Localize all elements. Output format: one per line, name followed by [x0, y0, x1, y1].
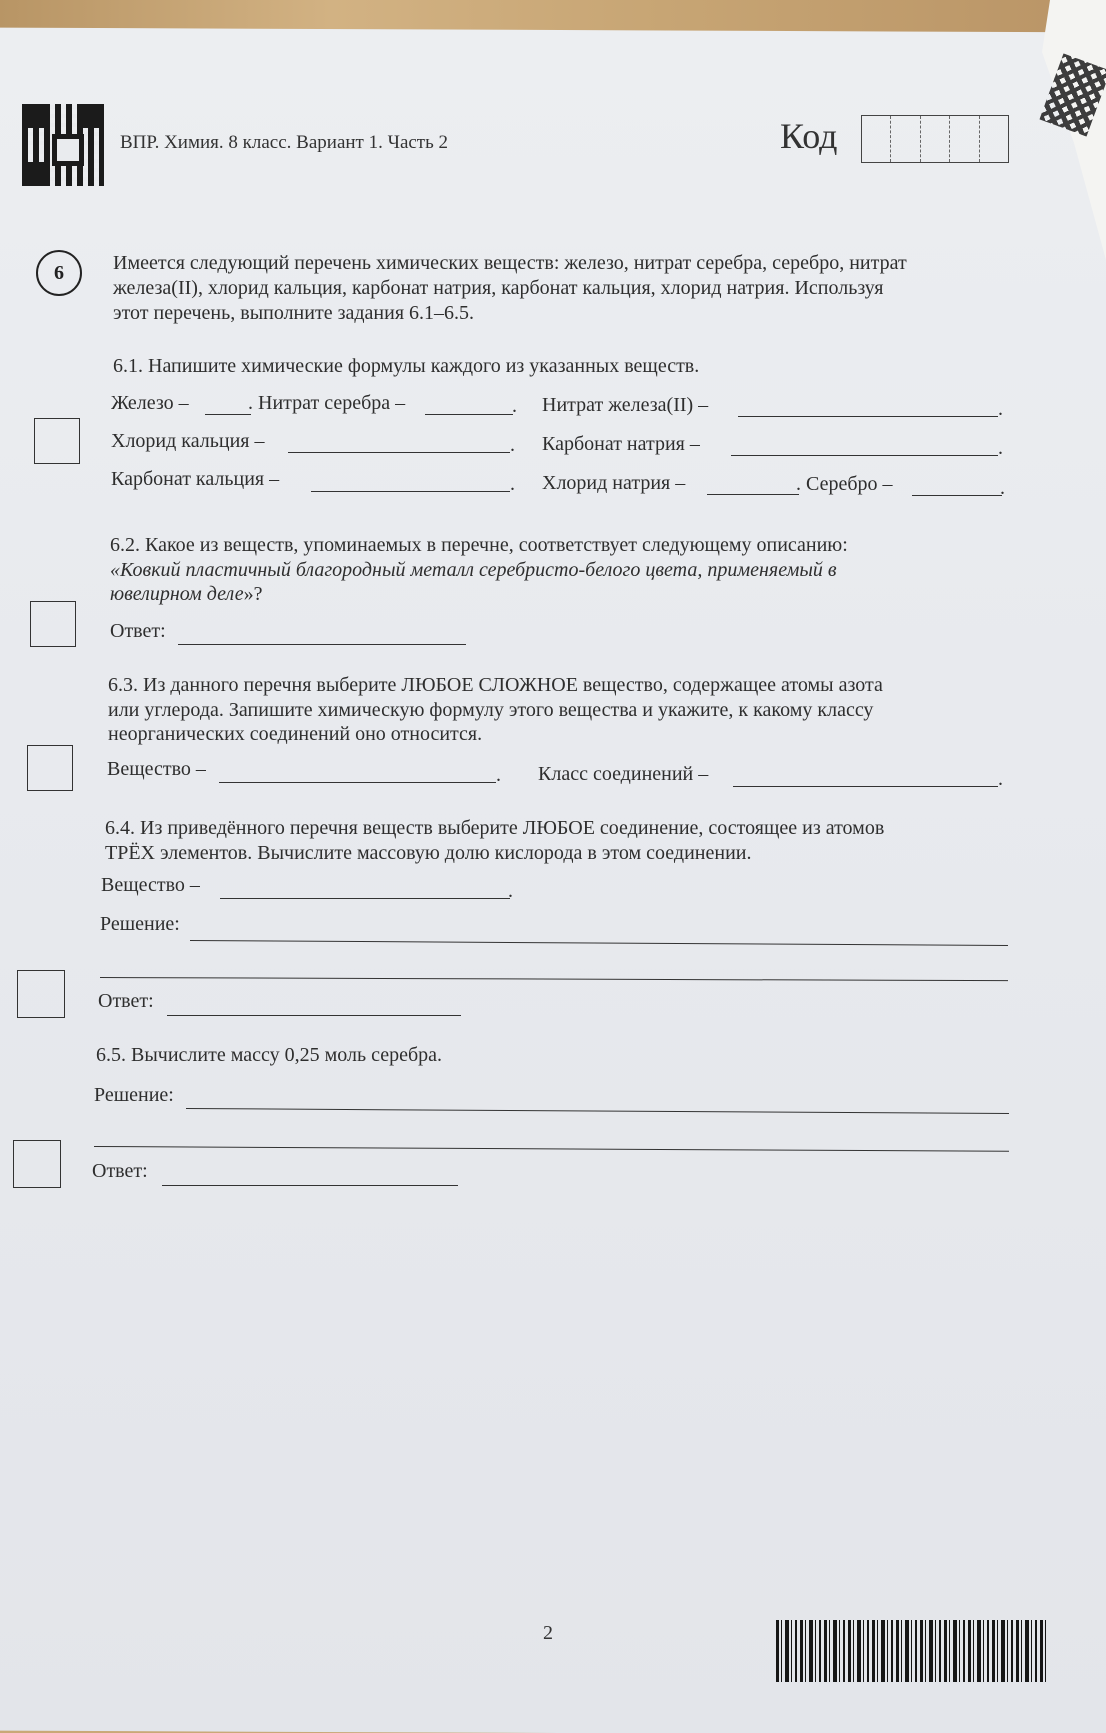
code-label: Код — [780, 116, 838, 156]
q61-iron-nitrate-blank[interactable] — [738, 416, 998, 417]
q61-calcium-carbonate-label: Карбонат кальция – — [111, 468, 280, 490]
q65-line-1: 6.5. Вычислите массу 0,25 моль серебра. — [96, 1044, 443, 1066]
code-cell[interactable] — [891, 116, 920, 162]
task-number-badge: 6 — [36, 250, 82, 296]
q62-line-2: «Ковкий пластичный благородный металл серебристо-белого цвета, применяемый в — [110, 559, 837, 581]
q64-answer-label: Ответ: — [98, 990, 154, 1012]
qr-code-icon — [22, 104, 104, 186]
score-box[interactable] — [34, 418, 80, 464]
q65-answer-blank[interactable] — [162, 1185, 458, 1186]
q63-substance-blank[interactable] — [219, 782, 496, 783]
q62-line-3-tail: »? — [243, 583, 263, 605]
q61-iron-label: Железо – — [111, 392, 189, 414]
q61-calcium-carbonate-blank[interactable] — [311, 491, 510, 492]
q61-iron-nitrate-label: Нитрат железа(II) – — [542, 394, 709, 416]
q63-line-3: неорганических соединений оно относится. — [108, 723, 483, 745]
task-intro-line-1: Имеется следующий перечень химических веществ: железо, нитрат серебра, серебро, нитрат — [113, 252, 907, 274]
q61-prompt: 6.1. Напишите химические формулы каждого из указанных веществ. — [113, 355, 700, 377]
code-input-box[interactable] — [861, 115, 1009, 163]
q61-sodium-carbonate-blank[interactable] — [731, 455, 998, 456]
q63-class-label: Класс соединений – — [538, 763, 709, 785]
barcode-icon — [776, 1620, 1048, 1682]
score-box[interactable] — [17, 970, 65, 1018]
q62-line-3 — [110, 583, 263, 606]
q65-answer-label: Ответ: — [92, 1160, 148, 1182]
q61-sodium-chloride-blank[interactable] — [707, 494, 799, 495]
q64-line-2: ТРЁХ элементов. Вычислите массовую долю кислорода в этом соединении. — [105, 842, 752, 864]
task-intro-line-2: железа(II), хлорид кальция, карбонат натрия, карбонат кальция, хлорид натрия. Используя — [113, 277, 884, 299]
q61-dot: . — [998, 398, 1003, 420]
score-box[interactable] — [30, 601, 76, 647]
q61-silver-blank[interactable] — [912, 495, 1002, 496]
q61-dot: . — [512, 395, 517, 417]
q61-calcium-chloride-label: Хлорид кальция – — [111, 430, 265, 452]
q61-silver-nitrate-label: . Нитрат серебра – — [248, 392, 406, 414]
q64-dot: . — [508, 880, 513, 902]
q64-solution-label: Решение: — [100, 913, 180, 935]
q61-sodium-carbonate-label: Карбонат натрия – — [542, 433, 700, 455]
q63-substance-label: Вещество – — [107, 758, 206, 780]
q62-line-3-italic: ювелирном деле — [110, 583, 244, 605]
q64-substance-label: Вещество – — [101, 874, 200, 896]
q61-calcium-chloride-blank[interactable] — [288, 452, 510, 453]
score-box[interactable] — [13, 1140, 61, 1188]
q61-silver-label: . Серебро – — [796, 473, 893, 495]
q63-line-2: или углерода. Запишите химическую формулу этого вещества и укажите, к какому классу — [108, 699, 874, 721]
q64-substance-blank[interactable] — [220, 898, 510, 899]
q64-answer-blank[interactable] — [167, 1015, 461, 1016]
q63-dot: . — [496, 764, 501, 786]
q61-dot: . — [510, 473, 515, 495]
header-title: ВПР. Химия. 8 класс. Вариант 1. Часть 2 — [120, 132, 449, 153]
q61-dot: . — [998, 437, 1003, 459]
q62-answer-blank[interactable] — [178, 644, 466, 645]
q61-silver-nitrate-blank[interactable] — [425, 414, 513, 415]
q63-dot: . — [998, 768, 1003, 790]
q64-line-1: 6.4. Из приведённого перечня веществ выберите ЛЮБОЕ соединение, состоящее из атомов — [105, 817, 885, 839]
page-number: 2 — [543, 1622, 553, 1644]
q61-dot: . — [1000, 477, 1005, 499]
q61-iron-blank[interactable] — [205, 414, 251, 415]
q63-class-blank[interactable] — [733, 786, 998, 787]
code-cell[interactable] — [921, 116, 950, 162]
code-cell[interactable] — [980, 116, 1008, 162]
q63-line-1: 6.3. Из данного перечня выберите ЛЮБОЕ СЛОЖНОЕ вещество, содержащее атомы азота — [108, 674, 883, 696]
code-cell[interactable] — [950, 116, 979, 162]
q62-line-1: 6.2. Какое из веществ, упоминаемых в перечне, соответствует следующему описанию: — [110, 534, 848, 556]
q65-solution-label: Решение: — [94, 1084, 174, 1106]
code-cell[interactable] — [862, 116, 891, 162]
q62-answer-label: Ответ: — [110, 620, 166, 642]
task-intro-line-3: этот перечень, выполните задания 6.1–6.5. — [113, 302, 475, 324]
q61-sodium-chloride-label: Хлорид натрия – — [542, 472, 686, 494]
q61-dot: . — [510, 434, 515, 456]
score-box[interactable] — [27, 745, 73, 791]
